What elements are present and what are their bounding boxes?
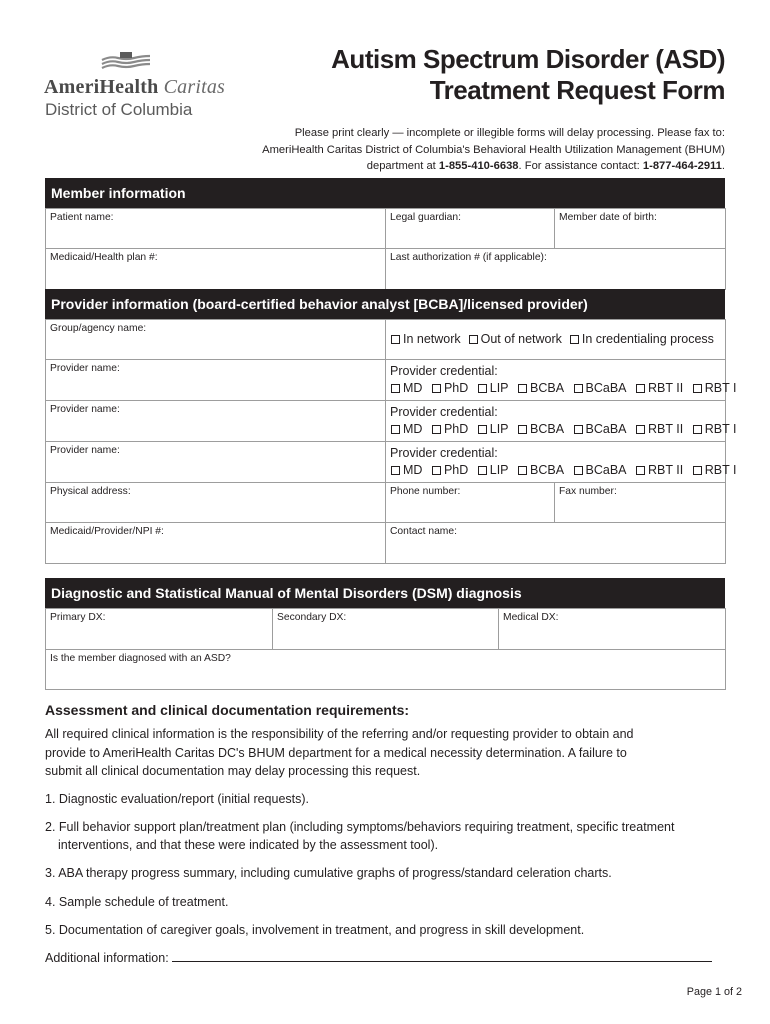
intro-line-2: AmeriHealth Caritas District of Columbia's Behavioral Health Utilization Management (BHUM)	[262, 143, 725, 156]
brand-name: AmeriHealth Caritas	[44, 76, 226, 98]
assistance-number: 1-877-464-2911	[642, 160, 722, 172]
provider-credential-1: Provider credential: MD PhD LIP BCBA BCaBA RBT II RBT I	[386, 360, 726, 401]
provider-name-field-1[interactable]: Provider name:	[46, 360, 386, 401]
network-status: In network Out of network In credentialing process	[386, 320, 726, 360]
page-title	[331, 44, 725, 106]
group-agency-field[interactable]: Group/agency name:	[46, 320, 386, 360]
credential-label: Provider credential:	[390, 405, 498, 419]
patient-name-field[interactable]: Patient name:	[46, 209, 386, 249]
rbt-i-checkbox[interactable]	[693, 466, 702, 475]
para-line-1: All required clinical information is the responsibility of the referring and/or requesting provider to obtain and	[45, 727, 634, 741]
provider-heading: Provider information (board-certified behavior analyst [BCBA]/licensed provider)	[45, 289, 725, 319]
medicaid-plan-field[interactable]: Medicaid/Health plan #:	[46, 249, 386, 290]
credential-label: Provider credential:	[390, 446, 498, 460]
member-dob-field[interactable]: Member date of birth:	[555, 209, 726, 249]
phd-checkbox[interactable]	[432, 384, 441, 393]
bcaba-checkbox[interactable]	[574, 425, 583, 434]
fax-number: 1-855-410-6638	[438, 160, 519, 172]
list-item: 4. Sample schedule of treatment.	[45, 895, 229, 909]
member-section	[45, 178, 725, 290]
in-credentialing-checkbox[interactable]	[570, 335, 579, 344]
phd-checkbox[interactable]	[432, 425, 441, 434]
lip-checkbox[interactable]	[478, 384, 487, 393]
list-item: 5. Documentation of caregiver goals, involvement in treatment, and progress in skill development.	[45, 923, 585, 937]
requirements-paragraph	[45, 725, 634, 781]
bcba-checkbox[interactable]	[518, 384, 527, 393]
brand-region: District of Columbia	[45, 100, 193, 119]
title-line-1: Autism Spectrum Disorder (ASD)	[331, 44, 725, 74]
npi-field[interactable]: Medicaid/Provider/NPI #:	[46, 523, 386, 564]
member-heading: Member information	[45, 178, 725, 208]
provider-table	[45, 319, 737, 564]
md-checkbox[interactable]	[391, 425, 400, 434]
contact-name-field[interactable]: Contact name:	[386, 523, 726, 564]
bcba-checkbox[interactable]	[518, 425, 527, 434]
credential-label: Provider credential:	[390, 364, 498, 378]
out-of-network-checkbox[interactable]	[469, 335, 478, 344]
requirements-heading: Assessment and clinical documentation requirements:	[45, 702, 410, 718]
bcaba-checkbox[interactable]	[574, 466, 583, 475]
intro-line-1: Please print clearly — incomplete or illegible forms will delay processing. Please fax to:	[294, 127, 725, 139]
list-item: 2. Full behavior support plan/treatment plan (including symptoms/behaviors requiring treatment, specific treatment	[45, 820, 675, 834]
last-auth-field[interactable]: Last authorization # (if applicable):	[386, 249, 726, 290]
page-number: Page 1 of 2	[686, 986, 742, 998]
logo	[44, 50, 224, 130]
title-line-2: Treatment Request Form	[429, 75, 725, 105]
dsm-section	[45, 578, 725, 690]
in-network-checkbox[interactable]	[391, 335, 400, 344]
additional-label: Additional information:	[45, 951, 169, 965]
lip-checkbox[interactable]	[478, 425, 487, 434]
rbt-i-checkbox[interactable]	[693, 384, 702, 393]
list-item: 3. ABA therapy progress summary, including cumulative graphs of progress/standard celeration charts.	[45, 866, 612, 880]
provider-section	[45, 289, 737, 564]
bcba-checkbox[interactable]	[518, 466, 527, 475]
provider-name-field-3[interactable]: Provider name:	[46, 442, 386, 483]
additional-information-input[interactable]	[172, 950, 712, 962]
rbt-ii-checkbox[interactable]	[636, 425, 645, 434]
provider-name-field-2[interactable]: Provider name:	[46, 401, 386, 442]
primary-dx-field[interactable]: Primary DX:	[46, 609, 273, 650]
phone-number-field[interactable]: Phone number:	[386, 483, 555, 523]
list-item: 1. Diagnostic evaluation/report (initial requests).	[45, 792, 310, 806]
bcaba-checkbox[interactable]	[574, 384, 583, 393]
dsm-heading: Diagnostic and Statistical Manual of Mental Disorders (DSM) diagnosis	[45, 578, 725, 608]
additional-information	[45, 950, 712, 965]
lip-checkbox[interactable]	[478, 466, 487, 475]
legal-guardian-field[interactable]: Legal guardian:	[386, 209, 555, 249]
intro-line-3: department at 1-855-410-6638. For assistance contact: 1-877-464-2911.	[366, 160, 725, 172]
list-item-continued: interventions, and that these were indicated by the assessment tool).	[58, 838, 439, 852]
phd-checkbox[interactable]	[432, 466, 441, 475]
para-line-3: submit all clinical documentation may delay processing this request.	[45, 764, 421, 779]
rbt-i-checkbox[interactable]	[693, 425, 702, 434]
member-table	[45, 208, 726, 290]
fax-number-field[interactable]: Fax number:	[555, 483, 726, 523]
para-line-2: provide to AmeriHealth Caritas DC's BHUM department for a medical necessity determination. A failure to	[45, 745, 627, 760]
md-checkbox[interactable]	[391, 384, 400, 393]
rbt-ii-checkbox[interactable]	[636, 466, 645, 475]
flag-icon	[100, 50, 160, 72]
intro-text	[262, 125, 725, 175]
dsm-table	[45, 608, 726, 690]
asd-question-field[interactable]: Is the member diagnosed with an ASD?	[46, 650, 726, 690]
md-checkbox[interactable]	[391, 466, 400, 475]
provider-credential-3: Provider credential: MD PhD LIP BCBA BCaBA RBT II RBT I	[386, 442, 726, 483]
physical-address-field[interactable]: Physical address:	[46, 483, 386, 523]
medical-dx-field[interactable]: Medical DX:	[499, 609, 726, 650]
provider-credential-2: Provider credential: MD PhD LIP BCBA BCaBA RBT II RBT I	[386, 401, 726, 442]
secondary-dx-field[interactable]: Secondary DX:	[273, 609, 499, 650]
rbt-ii-checkbox[interactable]	[636, 384, 645, 393]
